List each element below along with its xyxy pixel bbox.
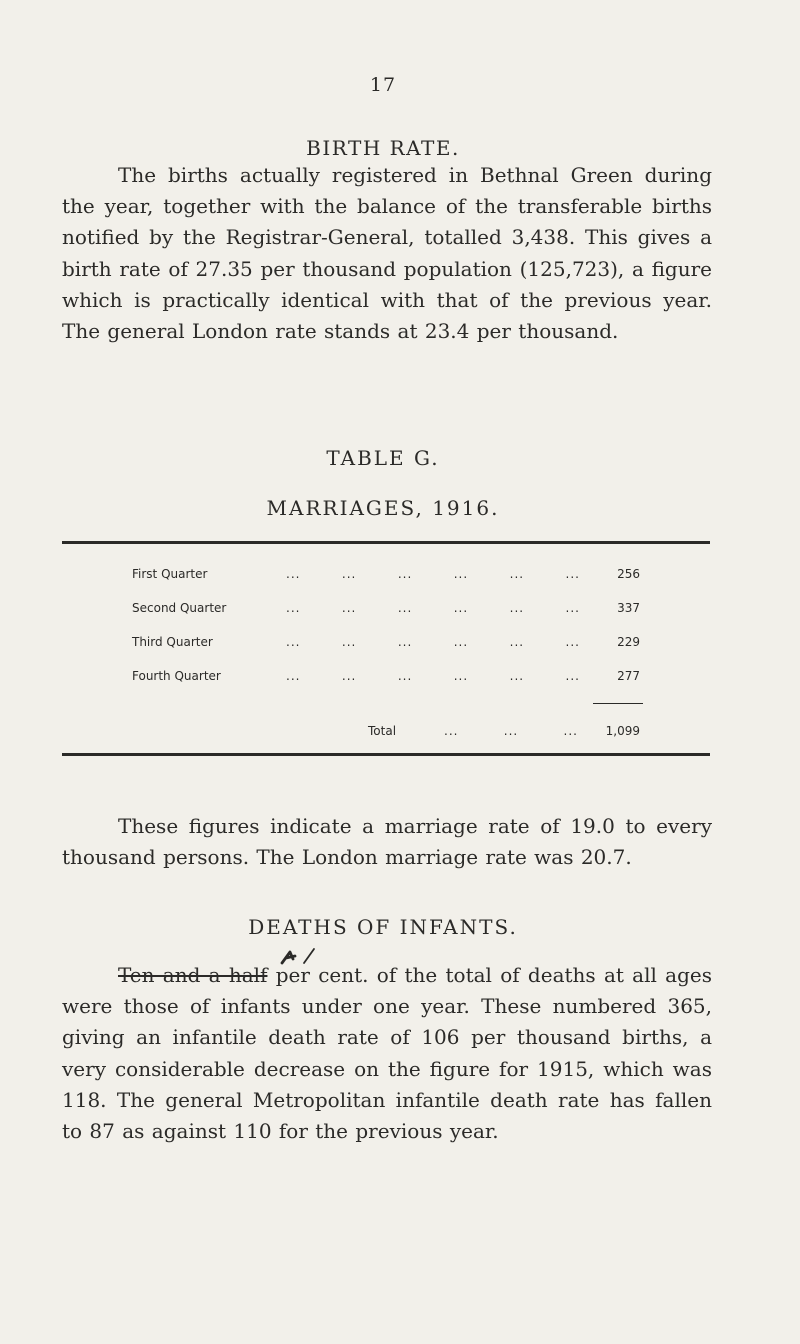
row-label: Fourth Quarter [132,669,221,683]
table-top-rule [62,541,710,544]
row-value: 337 [617,601,640,615]
table-title: MARRIAGES, 1916. [266,496,500,520]
struck-phrase: Ten and a half [118,963,268,987]
birth-rate-text: The births actually registered in Bethnal Green during the year, together with the balance of the transferable births notified by the Registrar-General, totalled 3,438. This gives a birth rate of 27.35 per thousand population (125,723), a figure which is practically identical with that of the previous year. The general London rate stands at 23.4 per thousand. [62,163,712,344]
row-label: Second Quarter [132,601,227,615]
row-value: 229 [617,635,640,649]
table-row [132,563,640,585]
sum-rule [593,703,643,704]
marriage-rate-paragraph [62,811,712,873]
marriage-rate-text: These figures indicate a marriage rate of 19.0 to every thousand persons. The London marriage rate was 20.7. [62,814,712,870]
infants-heading: DEATHS OF INFANTS. [248,915,518,939]
birth-rate-heading: BIRTH RATE. [306,136,460,160]
row-label: First Quarter [132,567,208,581]
leader-dots: ... ... ... ... ... ... [286,601,580,615]
total-label: Total [368,724,397,738]
total-row [132,720,640,742]
leader-dots: ... ... ... [444,724,578,738]
table-row [132,665,640,687]
table-bottom-rule [62,753,710,756]
row-value: 256 [617,567,640,581]
table-label: TABLE G. [326,446,440,470]
leader-dots: ... ... ... ... ... ... [286,635,580,649]
total-value: 1,099 [605,724,640,738]
row-value: 277 [617,669,640,683]
infants-text: per cent. of the total of deaths at all ages were those of infants under one year. These numbered 365, giving an infantile death rate of 106 per thousand births, a very considerable decrease on the figure for 1915, which was 118. The general Metropolitan infantile death rate has fallen to 87 as against 110 for the previous year. [62,963,712,1144]
table-row [132,597,640,619]
birth-rate-paragraph [62,160,712,347]
leader-dots: ... ... ... ... ... ... [286,669,580,683]
table-row [132,631,640,653]
infants-paragraph [62,960,712,1147]
leader-dots: ... ... ... ... ... ... [286,567,580,581]
row-label: Third Quarter [132,635,213,649]
page-number: 17 [369,74,397,96]
